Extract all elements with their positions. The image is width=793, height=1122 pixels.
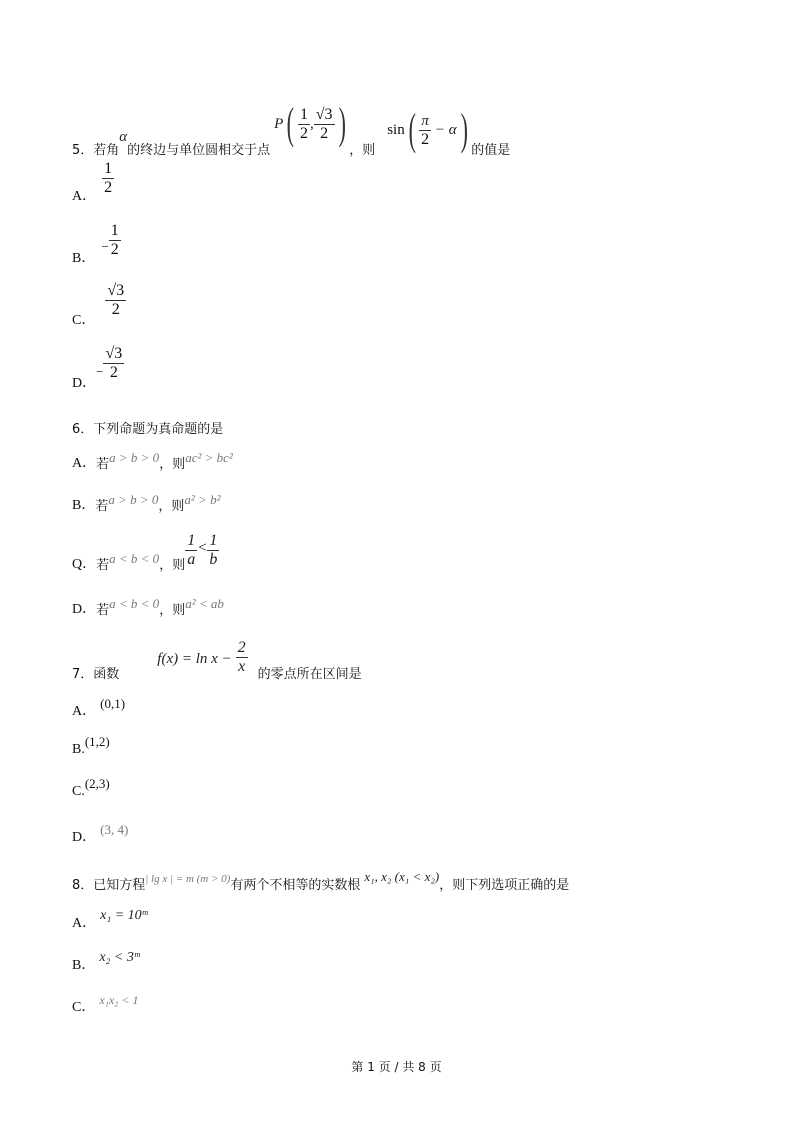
point-p-formula: P ( 1 2 , √3 2 ) [274,99,346,148]
q8-option-c: C． x₁x₂ < 1 [72,993,139,1015]
q6-option-d: D． 若 a < b < 0 ，则 a² < ab [72,596,224,618]
alpha-symbol: α [119,129,128,145]
q5-option-a: A． 1 2 [72,160,113,204]
fraction: π 2 [421,112,430,148]
q5-text-end: 的值是 [471,143,511,158]
q7-option-b: B. (1,2) [72,734,110,757]
fraction: 1 2 [104,160,113,196]
q6-option-q: Q． 若 a < b < 0 ，则 1 a < 1 b [72,532,218,573]
p-label: P [274,115,284,132]
q8-option-b: B． x₂ < 3ᵐ [72,950,140,973]
q5-option-b: B． − $\frac{1}{2}$ [72,222,119,266]
fraction: 1 2 [300,105,308,142]
q7-option-c: C. (2,3) [72,776,110,799]
fraction: 1 a [187,532,196,568]
q5-number: 5．若角 [72,143,120,158]
question-8-stem: 8．已知方程 | lg x | = m (m > 0) 有两个不相等的实数根 x₁, x₂ (x₁ < x₂) ，则下列选项正确的是 [72,869,570,893]
page-footer: 第 1 页 / 共 8 页 [351,1060,442,1074]
q5-text: 的终边与单位圆相交于点 [127,143,271,158]
q5-option-c: C． √3 2 [72,282,125,328]
q7-option-a: A． (0,1) [72,696,126,719]
fraction: √3 2 [315,105,333,142]
q6-option-b: B． 若 a > b > 0 ，则 a² > b² [72,492,221,514]
q5-option-d: D． − $\frac{√3}{2}$ [72,345,123,391]
question-7-stem: 7．函数 f(x) = ln x − $\frac{2}{x}$ 的零点所在区间是 [72,639,362,682]
sin-formula: sin ( π 2 − α ) [387,105,468,154]
fraction: $\frac{2}{x}$ [237,639,246,675]
q6-option-a: A． 若 a > b > 0 ，则 ac² > bc² [72,450,233,472]
q8-option-a: A． x₁ = 10ᵐ [72,908,148,931]
q7-option-d: D． (3, 4) [72,822,129,845]
fraction: $\frac{√3}{2}$ [105,345,123,381]
fraction: √3 2 [107,282,125,318]
q5-text-then: ，则 [349,143,376,158]
question-5-stem [72,100,510,158]
question-6-stem: 6．下列命题为真命题的是 [72,422,224,437]
fraction: 1 b [209,532,218,568]
fraction: $\frac{1}{2}$ [110,222,119,258]
